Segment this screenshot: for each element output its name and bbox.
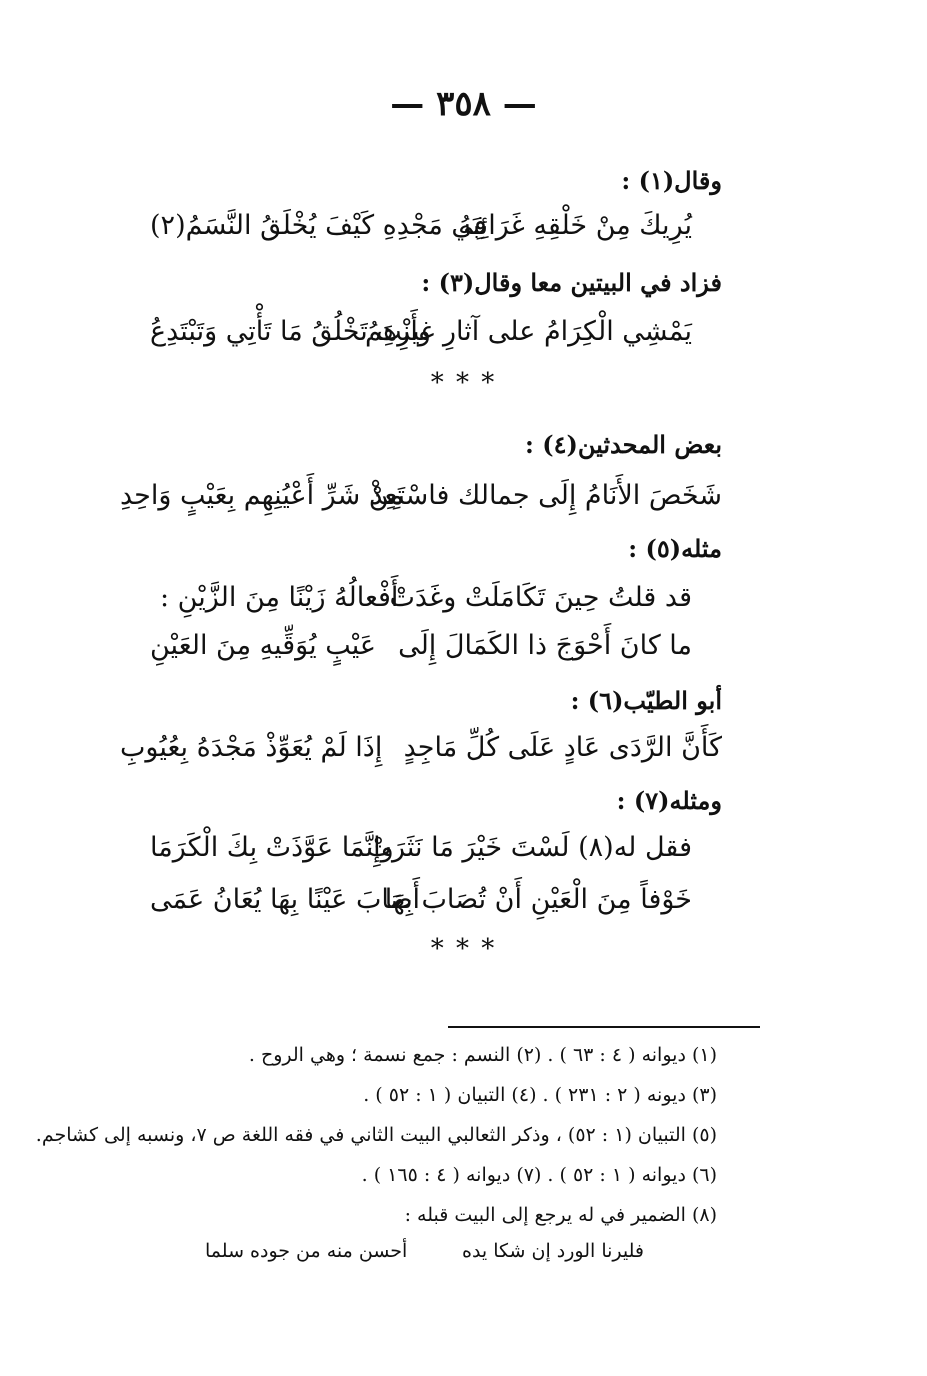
verse-line [150, 630, 692, 674]
verse-first-hemistich: ما كانَ أَحْوَجَ ذا الكَمَالَ إِلَى [398, 630, 692, 661]
verse-intro: ومثله(٧) : [616, 786, 722, 815]
verse-first-hemistich: شَخَصَ الأَنَامُ إِلَى جمالك فاسْتَعِذْ [370, 480, 722, 511]
verse-line [150, 832, 692, 876]
verse-line [160, 582, 692, 626]
section-separator: * * * [430, 368, 497, 398]
verse-line [150, 316, 692, 360]
section-separator: * * * [430, 934, 497, 964]
verse-line [120, 732, 722, 776]
verse-intro: فزاد في البيتين معا وقال(٣) : [421, 268, 722, 297]
verse-second-hemistich: إِذَا لَمْ يُعَوِّذْ مَجْدَهُ بِعُيُوبِ [120, 732, 383, 763]
page-number: — ٣٥٨ — [390, 84, 537, 124]
footnote-divider [448, 1026, 760, 1028]
verse-intro: وقال(١) : [621, 166, 722, 195]
footnote: (٨) الضمير في له يرجع إلى البيت قبله : [404, 1204, 717, 1226]
verse-second-hemistich: عَيْبٍ يُوَقِّيهِ مِنَ العَيْنِ [150, 630, 376, 661]
verse-intro: مثله(٥) : [628, 534, 722, 563]
verse-second-hemistich: وأَنْتَ تَخْلُقُ مَا تَأْتِي وَتَبْتَدِعُ [150, 316, 431, 347]
verse-line [150, 210, 692, 254]
verse-intro: أبو الطيّب(٦) : [570, 686, 722, 715]
verse-first-hemistich: فقل له(٨) لَسْتَ خَيْرَ مَا نَثَرَتْ [366, 832, 692, 863]
footnote: (٥) التبيان (١ : ٥٢) ، وذكر الثعالبي البيت الثاني في فقه اللغة ص ٧، ونسبه إلى كشاجم. [35, 1124, 717, 1146]
footnote-verse [205, 1240, 644, 1270]
footnote: (١) ديوانه ( ٤ : ٦٣ ) . (٢) النسم : جمع نسمة ؛ وهي الروح . [248, 1044, 717, 1066]
verse-second-hemistich: فِي مَجْدِهِ كَيْفَ يُخْلَقُ النَّسَمُ(٢) [150, 210, 487, 241]
verse-first-hemistich: خَوْفاً مِنَ الْعَيْنِ أَنْ تُصَابَ بِهَا [384, 884, 692, 915]
verse-line [150, 884, 692, 928]
verse-second-hemistich: أَفْعالُهُ زَيْنًا مِنَ الزَّيْنِ : [160, 582, 399, 613]
footnote: (٦) ديوانه ( ١ : ٥٢ ) . (٧) ديوانه ( ٤ : ١٦٥ ) . [361, 1164, 717, 1186]
verse-first-hemistich: فليرنا الورد إن شكا يده [462, 1240, 644, 1262]
verse-first-hemistich: قد قلتُ حِينَ تَكَامَلَتْ وغَدَتْ [389, 582, 692, 613]
verse-first-hemistich: يَمْشِي الْكِرَامُ على آثارِ غيرِهِمُ [364, 316, 692, 347]
verse-first-hemistich: كَأَنَّ الرَّدَى عَادٍ عَلَى كُلِّ مَاجِدٍ [403, 732, 722, 763]
verse-line [120, 480, 722, 524]
verse-second-hemistich: وإِنَّمَا عَوَّذَتْ بِكَ الْكَرَمَا [150, 832, 394, 863]
footnote: (٣) ديونه ( ٢ : ٢٣١ ) . (٤) التبيان ( ١ : ٥٢ ) . [363, 1084, 717, 1106]
verse-second-hemistich: أَصَابَ عَيْنًا بِهَا يُعَانُ عَمَى [150, 884, 421, 915]
verse-intro: بعض المحدثين(٤) : [525, 430, 722, 459]
verse-second-hemistich: مِنْ شَرِّ أَعْيُنِهِم بِعَيْبٍ وَاحِدِ [120, 480, 404, 511]
verse-first-hemistich: يُرِيكَ مِنْ خَلْقِهِ غَرَائِبَهُ [458, 210, 692, 241]
verse-second-hemistich: أحسن منه من جوده سلما [205, 1240, 408, 1262]
